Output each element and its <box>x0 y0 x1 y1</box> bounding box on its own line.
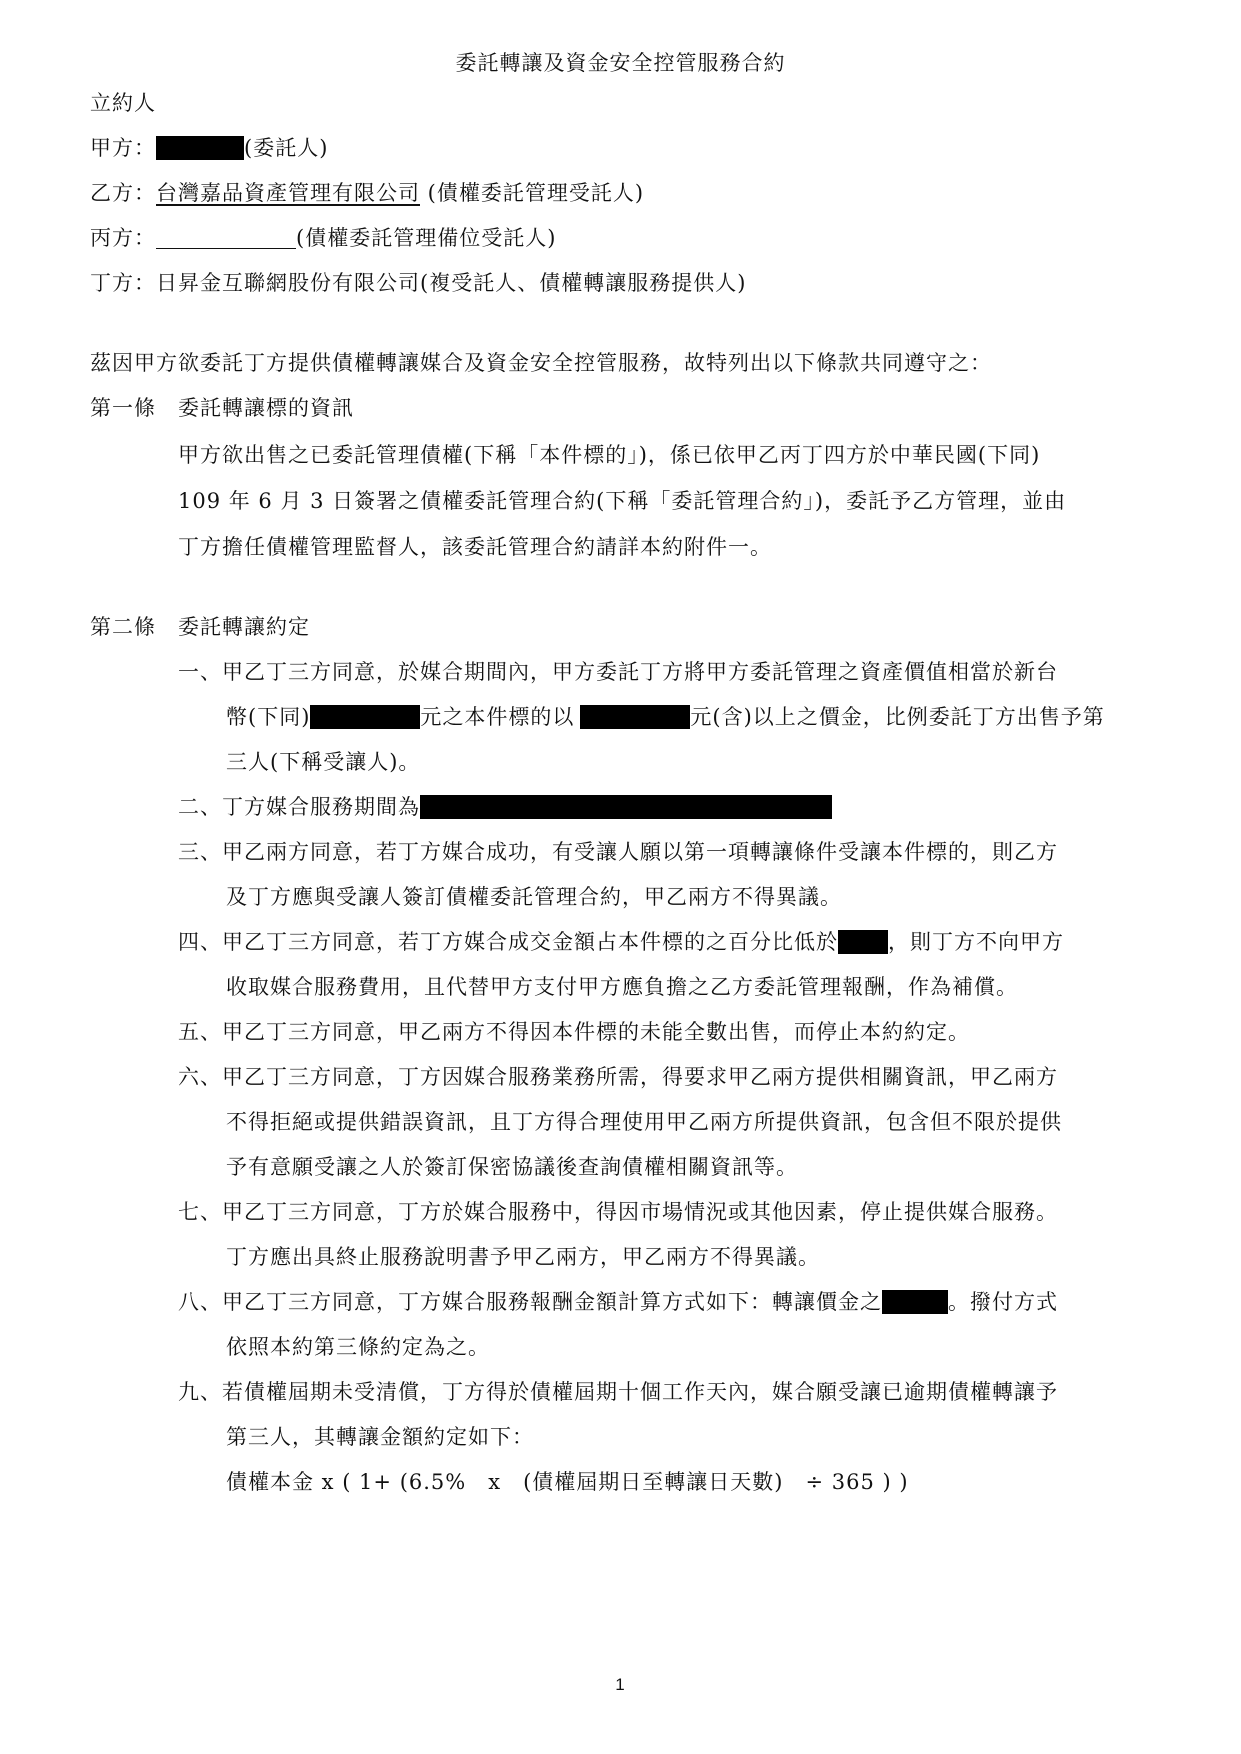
party-c-blank <box>156 224 296 249</box>
clause-1-currency-label: 幣(下同) <box>226 705 311 729</box>
redacted-fee-rate <box>882 1290 948 1314</box>
clause-9-line-2: 第三人，其轉讓金額約定如下： <box>226 1425 534 1449</box>
redacted-percentage <box>838 930 888 954</box>
redacted-asset-value <box>310 705 420 729</box>
clause-4-text-a: 四、甲乙丁三方同意，若丁方媒合成交金額占本件標的之百分比低於 <box>178 930 838 954</box>
clause-2-text: 二、丁方媒合服務期間為 <box>178 795 420 819</box>
party-a-role: (委託人) <box>244 136 329 160</box>
intro-paragraph: 茲因甲方欲委託丁方提供債權轉讓媒合及資金安全控管服務，故特列出以下條款共同遵守之： <box>90 351 992 375</box>
clause-1-text-b: 元之本件標的以 <box>420 705 575 729</box>
party-b-role: (債權委託管理受託人) <box>420 181 645 205</box>
clause-1-line-2 <box>226 702 1105 732</box>
clause-4-line-1 <box>178 927 1064 957</box>
clause-1-line-3: 三人(下稱受讓人)。 <box>226 750 421 774</box>
parties-heading: 立約人 <box>90 91 156 115</box>
party-c-prefix: 丙方： <box>90 226 156 250</box>
clause-8-text-a: 八、甲乙丁三方同意，丁方媒合服務報酬金額計算方式如下：轉讓價金之 <box>178 1290 882 1314</box>
clause-3-line-2: 及丁方應與受讓人簽訂債權委託管理合約，甲乙兩方不得異議。 <box>226 885 842 909</box>
document-title: 委託轉讓及資金安全控管服務合約 <box>455 51 786 75</box>
clause-9-line-1: 九、若債權屆期未受清償，丁方得於債權屆期十個工作天內，媒合願受讓已逾期債權轉讓予 <box>178 1380 1058 1404</box>
party-b-prefix: 乙方： <box>90 181 156 205</box>
clause-8-line-2: 依照本約第三條約定為之。 <box>226 1335 490 1359</box>
clause-4-text-b: ，則丁方不向甲方 <box>888 930 1064 954</box>
page-number: 1 <box>615 1675 626 1694</box>
party-b-line <box>90 178 644 208</box>
clause-1-text-c: 元(含)以上之價金，比例委託丁方出售予第 <box>690 705 1105 729</box>
article-1-line-2: 109 年 6 月 3 日簽署之債權委託管理合約(下稱「委託管理合約」)，委託予乙方管理，並由 <box>178 489 1067 513</box>
party-a-prefix: 甲方： <box>90 136 156 160</box>
transfer-formula: 債權本金 x ( 1+ (6.5% x (債權屆期日至轉讓日天數) ÷ 365 ) ) <box>226 1470 909 1494</box>
party-c-role: (債權委託管理備位受託人) <box>296 226 557 250</box>
clause-8-line-1 <box>178 1287 1058 1317</box>
article-2-heading: 第二條 委託轉讓約定 <box>90 615 310 639</box>
clause-8-text-b: 。撥付方式 <box>948 1290 1058 1314</box>
party-d-line: 丁方：日昇金互聯網股份有限公司(複受託人、債權轉讓服務提供人) <box>90 271 747 295</box>
article-1-line-1: 甲方欲出售之已委託管理債權(下稱「本件標的」)，係已依甲乙丙丁四方於中華民國(下同) <box>178 443 1041 467</box>
party-a-redacted-name <box>156 136 244 160</box>
clause-3-line-1: 三、甲乙兩方同意，若丁方媒合成功，有受讓人願以第一項轉讓條件受讓本件標的，則乙方 <box>178 840 1058 864</box>
clause-7-line-1: 七、甲乙丁三方同意，丁方於媒合服務中，得因市場情況或其他因素，停止提供媒合服務。 <box>178 1200 1058 1224</box>
article-1-heading: 第一條 委託轉讓標的資訊 <box>90 396 354 420</box>
clause-6-line-3: 予有意願受讓之人於簽訂保密協議後查詢債權相關資訊等。 <box>226 1155 798 1179</box>
clause-7-line-2: 丁方應出具終止服務說明書予甲乙兩方，甲乙兩方不得異議。 <box>226 1245 820 1269</box>
clause-6-line-1: 六、甲乙丁三方同意，丁方因媒合服務業務所需，得要求甲乙兩方提供相關資訊，甲乙兩方 <box>178 1065 1058 1089</box>
clause-4-line-2: 收取媒合服務費用，且代替甲方支付甲方應負擔之乙方委託管理報酬，作為補償。 <box>226 975 1018 999</box>
party-a-line <box>90 133 328 163</box>
clause-2-line <box>178 792 832 822</box>
party-c-line <box>90 223 556 253</box>
article-1-line-3: 丁方擔任債權管理監督人，該委託管理合約請詳本約附件一。 <box>178 535 772 559</box>
party-b-name: 台灣嘉品資產管理有限公司 <box>156 181 420 205</box>
clause-6-line-2: 不得拒絕或提供錯誤資訊，且丁方得合理使用甲乙兩方所提供資訊，包含但不限於提供 <box>226 1110 1062 1134</box>
redacted-price <box>580 705 690 729</box>
clause-1-line-1: 一、甲乙丁三方同意，於媒合期間內，甲方委託丁方將甲方委託管理之資產價值相當於新台 <box>178 660 1058 684</box>
clause-5-line: 五、甲乙丁三方同意，甲乙兩方不得因本件標的未能全數出售，而停止本約約定。 <box>178 1020 970 1044</box>
redacted-service-period <box>420 795 832 819</box>
